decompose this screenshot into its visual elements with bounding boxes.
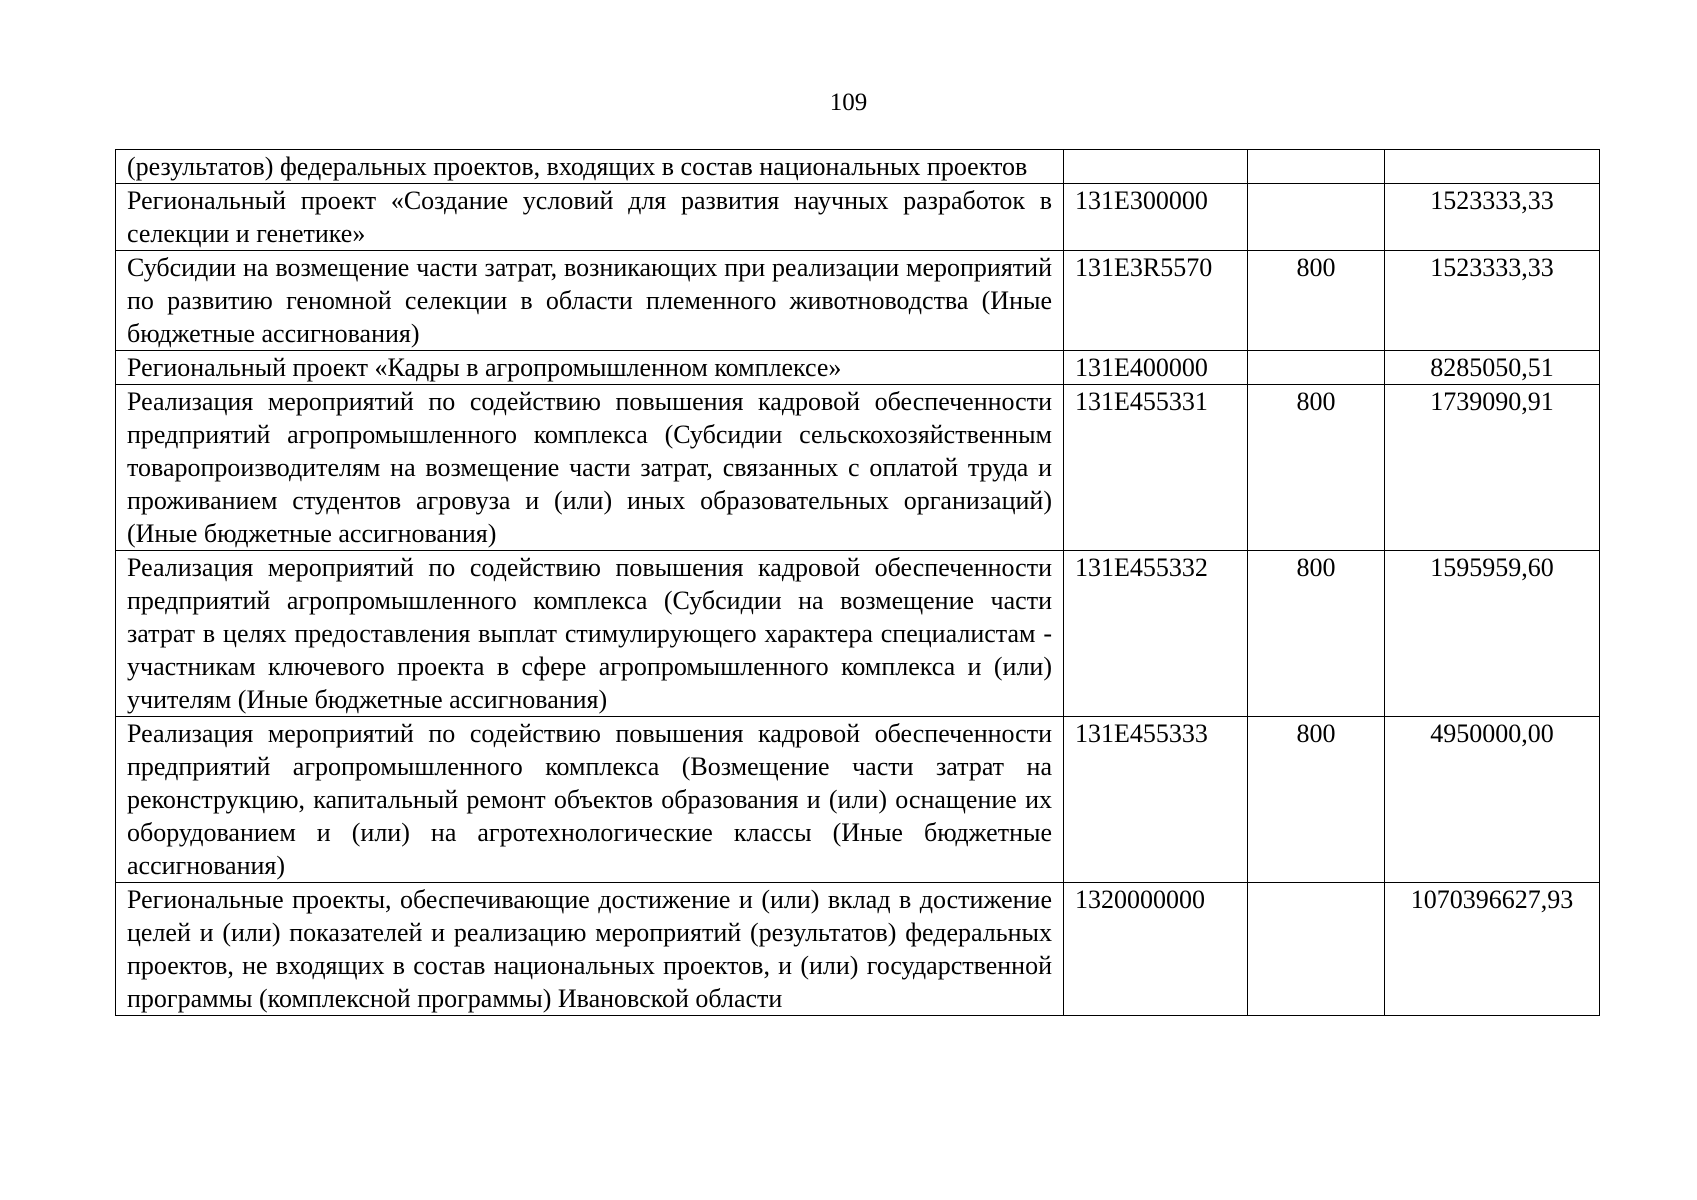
row-name-cell: (результатов) федеральных проектов, входящих в состав национальных проектов <box>116 150 1064 184</box>
table-row <box>116 184 1600 251</box>
row-name-cell: Региональный проект «Кадры в агропромышленном комплексе» <box>116 351 1064 385</box>
table-row <box>116 717 1600 883</box>
table-row <box>116 883 1600 1016</box>
row-sum-cell: 1595959,60 <box>1385 551 1600 717</box>
row-sum-cell: 8285050,51 <box>1385 351 1600 385</box>
row-sum-cell <box>1385 150 1600 184</box>
table-row <box>116 551 1600 717</box>
row-csr-cell: 131E3R5570 <box>1064 251 1248 351</box>
row-name-cell: Субсидии на возмещение части затрат, возникающих при реализации мероприятий по развитию геномной селекции в области племенного животноводства (Иные бюджетные ассигнования) <box>116 251 1064 351</box>
row-csr-cell: 131E455333 <box>1064 717 1248 883</box>
table-row <box>116 150 1600 184</box>
row-vr-cell: 800 <box>1248 717 1385 883</box>
row-csr-cell <box>1064 150 1248 184</box>
row-name-cell: Региональные проекты, обеспечивающие достижение и (или) вклад в достижение целей и (или) показателей и реализацию мероприятий (результатов) федеральных проектов, не входящих в состав национальных проектов, и (или) государственной программы (комплексной программы) Ивановской области <box>116 883 1064 1016</box>
row-vr-cell <box>1248 184 1385 251</box>
row-vr-cell: 800 <box>1248 385 1385 551</box>
row-sum-cell: 1070396627,93 <box>1385 883 1600 1016</box>
row-csr-cell: 131E455332 <box>1064 551 1248 717</box>
page-number: 109 <box>829 89 868 116</box>
row-vr-cell <box>1248 150 1385 184</box>
row-sum-cell: 1739090,91 <box>1385 385 1600 551</box>
row-name-cell: Региональный проект «Создание условий для развития научных разработок в селекции и генетике» <box>116 184 1064 251</box>
row-csr-cell: 131E455331 <box>1064 385 1248 551</box>
row-name-cell: Реализация мероприятий по содействию повышения кадровой обеспеченности предприятий агропромышленного комплекса (Возмещение части затрат на реконструкцию, капитальный ремонт объектов образования и (или) оснащение их оборудованием и (или) на агротехнологические классы (Иные бюджетные ассигнования) <box>116 717 1064 883</box>
row-vr-cell <box>1248 883 1385 1016</box>
row-sum-cell: 1523333,33 <box>1385 184 1600 251</box>
row-name-cell: Реализация мероприятий по содействию повышения кадровой обеспеченности предприятий агропромышленного комплекса (Субсидии на возмещение части затрат в целях предоставления выплат стимулирующего характера специалистам - участникам ключевого проекта в сфере агропромышленного комплекса и (или) учителям (Иные бюджетные ассигнования) <box>116 551 1064 717</box>
table-row <box>116 351 1600 385</box>
row-csr-cell: 1320000000 <box>1064 883 1248 1016</box>
table-row <box>116 385 1600 551</box>
row-vr-cell: 800 <box>1248 251 1385 351</box>
row-vr-cell <box>1248 351 1385 385</box>
row-sum-cell: 1523333,33 <box>1385 251 1600 351</box>
row-name-cell: Реализация мероприятий по содействию повышения кадровой обеспеченности предприятий агропромышленного комплекса (Субсидии сельскохозяйственным товаропроизводителям на возмещение части затрат, связанных с оплатой труда и проживанием студентов агровуза и (или) иных образовательных организаций) (Иные бюджетные ассигнования) <box>116 385 1064 551</box>
table-row <box>116 251 1600 351</box>
budget-table <box>115 149 1600 1016</box>
row-csr-cell: 131E400000 <box>1064 351 1248 385</box>
row-vr-cell: 800 <box>1248 551 1385 717</box>
row-csr-cell: 131E300000 <box>1064 184 1248 251</box>
row-sum-cell: 4950000,00 <box>1385 717 1600 883</box>
